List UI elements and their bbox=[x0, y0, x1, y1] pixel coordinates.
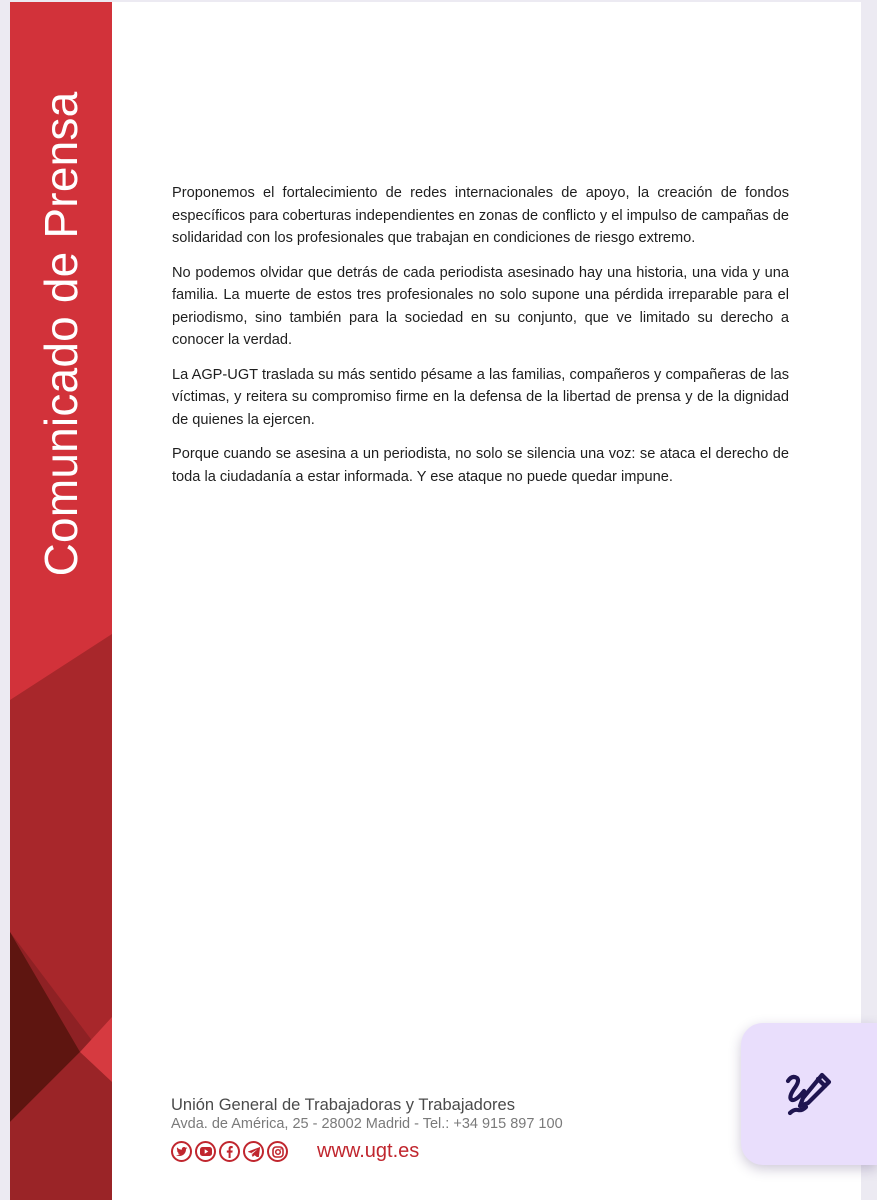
paragraph: La AGP-UGT traslada su más sentido pésame a las familias, compañeros y compañeras de las víctimas, y reitera su compromiso firme en la defensa de la libertad de prensa y de la dignidad de quienes la ejercen. bbox=[172, 366, 789, 428]
twitter-icon[interactable] bbox=[171, 1141, 192, 1162]
paragraph: Porque cuando se asesina a un periodista, no solo se silencia una voz: se ataca el derecho de toda la ciudadanía a estar informada. Y ese ataque no puede quedar impune. bbox=[172, 446, 789, 485]
document-page bbox=[10, 2, 861, 1200]
sidebar-title: Comunicado de Prensa bbox=[35, 91, 87, 577]
facebook-icon[interactable] bbox=[219, 1141, 240, 1162]
document-body bbox=[172, 182, 789, 500]
organization-name: Unión General de Trabajadoras y Trabajadores bbox=[171, 1096, 515, 1114]
paragraph: Proponemos el fortalecimiento de redes internacionales de apoyo, la creación de fondos específicos para coberturas independientes en zonas de conflicto y el impulso de campañas de solidaridad con los profesionales que trabajan en condiciones de riesgo extremo. bbox=[172, 185, 789, 246]
document-footer bbox=[171, 1095, 731, 1163]
press-release-sidebar bbox=[10, 2, 112, 1200]
instagram-icon[interactable] bbox=[267, 1141, 288, 1162]
social-links bbox=[171, 1140, 731, 1163]
annotate-button[interactable] bbox=[741, 1023, 877, 1165]
pen-scribble-icon bbox=[782, 1067, 836, 1121]
telegram-icon[interactable] bbox=[243, 1141, 264, 1162]
website-link[interactable]: www.ugt.es bbox=[317, 1140, 420, 1162]
youtube-icon[interactable] bbox=[195, 1141, 216, 1162]
paragraph: No podemos olvidar que detrás de cada periodista asesinado hay una historia, una vida y una familia. La muerte de estos tres profesionales no solo supone una pérdida irreparable para el periodismo, sino también para la sociedad en su conjunto, que ve limitado su derecho a conocer la verdad. bbox=[172, 264, 789, 348]
organization-address: Avda. de América, 25 - 28002 Madrid - Tel.: +34 915 897 100 bbox=[171, 1116, 563, 1132]
